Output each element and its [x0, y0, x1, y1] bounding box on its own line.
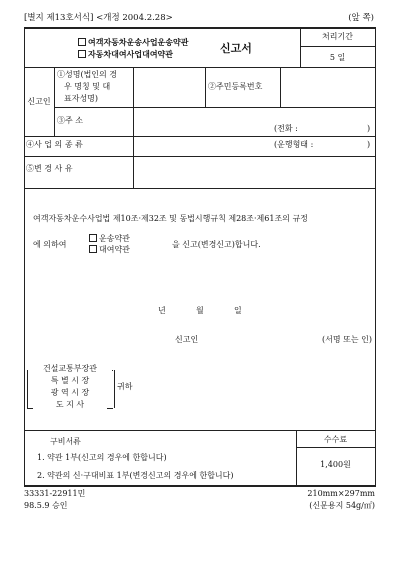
phone-close: ) [367, 124, 371, 133]
fee-label: 수수료 [323, 435, 348, 444]
applicant-col-divider [54, 67, 55, 136]
choice-transport-text: 운송약관 [99, 234, 130, 243]
recipient-line-2: 특 별 시 장 [50, 376, 90, 385]
fee-value: 1,400원 [320, 460, 351, 469]
name-label-2: 우 명칭 및 대 [64, 82, 111, 91]
signer-label: 신고인 [175, 335, 199, 344]
form-label: [별지 제13호서식] <개정 2004.2.28> [24, 13, 173, 23]
date-day: 일 [234, 306, 242, 315]
change-reason-label: ⑤변 경 사 유 [26, 164, 73, 173]
page-side-label: (앞 쪽) [348, 13, 374, 23]
choice-transport [89, 234, 130, 243]
processing-mid-line [300, 46, 375, 47]
date-year: 년 [158, 306, 166, 315]
statement-prefix: 에 의하여 [33, 240, 67, 249]
operation-close: ) [367, 140, 371, 149]
name-label-3: 표자성명) [64, 94, 99, 103]
rrn-field[interactable] [281, 68, 375, 107]
frame-left [24, 27, 25, 486]
rrn-divider-left [205, 67, 206, 107]
recipient-line-1: 건설교통부장관 [28, 364, 112, 373]
frame-bottom [24, 485, 376, 487]
title-option-rental [78, 50, 173, 59]
recipient-line-3: 광 역 시 장 [50, 388, 90, 397]
checkbox-transport[interactable] [89, 234, 97, 242]
checkbox-rental[interactable] [89, 245, 97, 253]
form-title: 신고서 [220, 42, 252, 55]
statement-text: 여객자동차운수사업법 제10조·제32조 및 동법시행규칙 제28조·제61조의 규정 [33, 214, 308, 223]
address-label: ③주 소 [57, 116, 83, 125]
recipient-honorific: 귀하 [117, 382, 133, 391]
fee-mid-line [296, 447, 375, 448]
processing-value: 5 일 [329, 53, 346, 62]
choice-rental [89, 245, 130, 254]
choice-rental-text: 대여약관 [99, 245, 130, 254]
title-option-transport-text: 여객자동차운송사업운송약관 [88, 37, 189, 47]
documents-header: 구비서류 [50, 437, 81, 446]
applicant-section-label: 신고인 [27, 97, 51, 106]
line-body-top [24, 188, 376, 189]
frame-top [24, 27, 376, 29]
name-label-1: ①성명(법인의 경 [57, 70, 118, 79]
document-item-2: 2. 약관의 신·구대비표 1부(변경신고의 경우에 한합니다) [37, 471, 234, 480]
date-month: 월 [196, 306, 204, 315]
processing-label: 처리기간 [322, 32, 353, 41]
checkbox-rental-terms[interactable] [78, 50, 86, 58]
change-reason-field[interactable] [134, 157, 375, 187]
rrn-label: ②주민등록번호 [208, 82, 263, 91]
recipient-line-4: 도 지 사 [55, 400, 85, 409]
business-type-field[interactable] [134, 137, 274, 151]
name-field[interactable] [134, 68, 204, 107]
title-option-rental-text: 자동차대여사업대여약관 [88, 49, 174, 59]
document-item-1: 1. 약관 1부(신고의 경우에 한합니다) [37, 453, 167, 462]
paper-size: 210mm×297mm [307, 489, 375, 498]
signature-note: (서명 또는 인) [322, 335, 372, 344]
statement-suffix: 을 신고(변경신고)합니다. [172, 240, 261, 249]
form-code: 33331-22911민 [24, 489, 86, 498]
approval-date: 98.5.9 승인 [24, 501, 68, 510]
line-footer-top [24, 430, 376, 431]
checkbox-transport-terms[interactable] [78, 38, 86, 46]
business-type-label: ④사 업 의 종 류 [26, 140, 83, 149]
operation-label: (운행형태 : [274, 140, 314, 149]
phone-label: (전화 : [274, 124, 298, 133]
address-field[interactable] [134, 108, 375, 136]
frame-right [375, 27, 376, 486]
paper-spec: (신문용지 54g/㎡) [309, 501, 375, 510]
title-option-transport [78, 38, 188, 47]
